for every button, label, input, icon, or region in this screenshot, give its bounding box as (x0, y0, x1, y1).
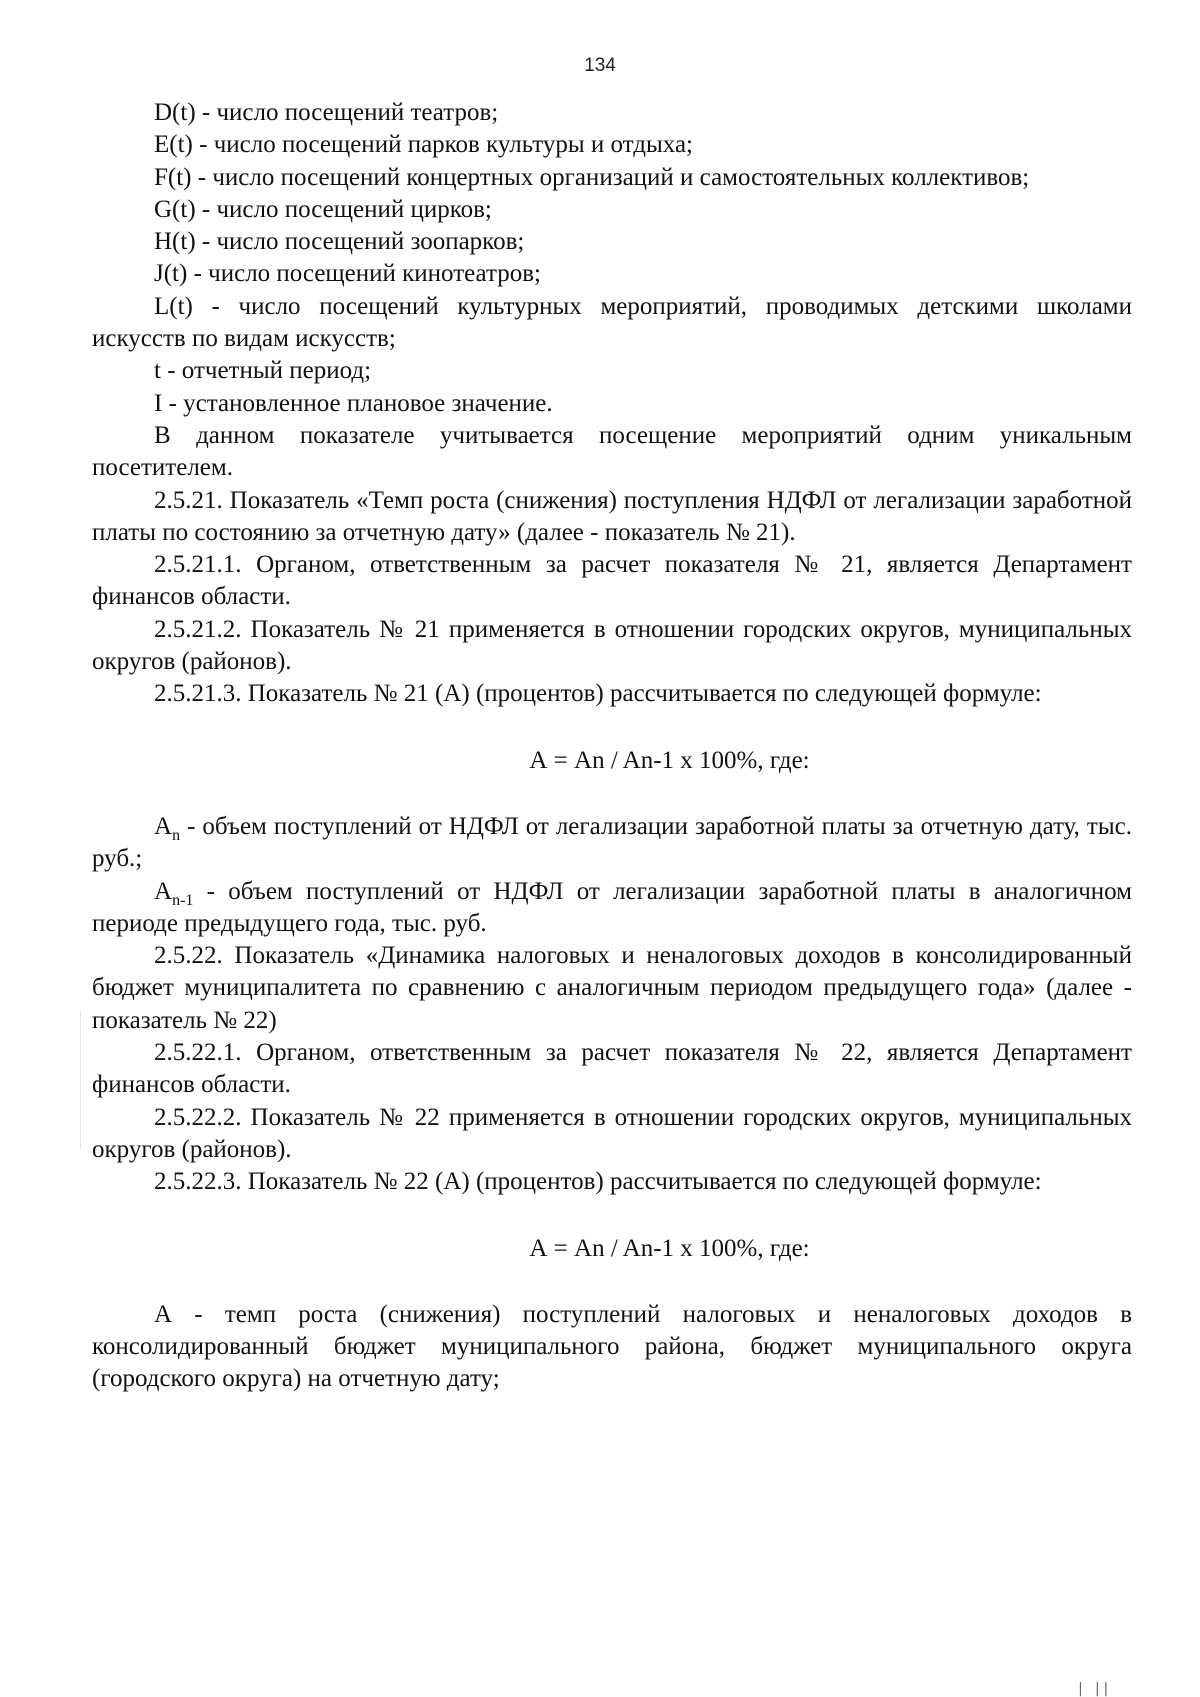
paragraph: 2.5.22.1. Органом, ответственным за расчет показателя № 22, является Департамент финансов области. (92, 1039, 1132, 1099)
paragraph: t - отчетный период; (154, 357, 372, 385)
definition-text: - объем поступлений от НДФЛ от легализации заработной платы за отчетную дату, тыс. руб.; (92, 812, 1132, 873)
paragraph: F(t) - число посещений концертных организаций и самостоятельных коллективов; (154, 163, 1030, 191)
paragraph: 2.5.21.1. Органом, ответственным за расчет показателя № 21, является Департамент финансов области. (92, 551, 1132, 611)
definition-an (92, 811, 1132, 876)
scan-marks: | || (1076, 1681, 1110, 1697)
definition-an-1 (92, 876, 1132, 941)
definition-text: - объем поступлений от НДФЛ от легализации заработной платы в аналогичном периоде предыдущего года, тыс. руб. (92, 877, 1132, 937)
section-heading-2-5-21: 2.5.21. Показатель «Темп роста (снижения) поступления НДФЛ от легализации заработной платы по состоянию за отчетную дату» (далее - показатель № 21). (92, 486, 1132, 546)
scan-edge-line (80, 1010, 81, 1150)
definition-subscript: n-1 (172, 891, 194, 909)
definition-subscript: n (172, 826, 181, 844)
paragraph: L(t) - число посещений культурных мероприятий, проводимых детскими школами искусств по видам искусств; (92, 292, 1132, 353)
paragraph: H(t) - число посещений зоопарков; (154, 228, 525, 256)
paragraph: J(t) - число посещений кинотеатров; (154, 260, 541, 288)
paragraph: I - установленное плановое значение. (154, 389, 553, 417)
definition-a: А - темп роста (снижения) поступлений налоговых и неналоговых доходов в консолидированный бюджет муниципального района, бюджет муниципального округа (городского округа) на отчетную дату; (92, 1300, 1132, 1393)
paragraph: G(t) - число посещений цирков; (154, 195, 492, 223)
paragraph: 2.5.21.3. Показатель № 21 (А) (процентов) рассчитывается по следующей формуле: (154, 680, 1042, 708)
paragraph: 2.5.22.2. Показатель № 22 применяется в отношении городских округов, муниципальных округов (районов). (92, 1103, 1132, 1163)
paragraph: D(t) - число посещений театров; (154, 99, 499, 126)
formula-indicator-22: А = An / An-1 x 100%, где: (529, 1234, 810, 1262)
paragraph: 2.5.22.3. Показатель № 22 (А) (процентов) рассчитывается по следующей формуле: (154, 1168, 1042, 1196)
section-heading-2-5-22: 2.5.22. Показатель «Динамика налоговых и неналоговых доходов в консолидированный бюджет муниципалитета по сравнению с аналогичным периодом предыдущего года» (далее - показатель № 22) (92, 942, 1132, 1034)
formula-indicator-21: А = An / An-1 x 100%, где: (529, 746, 810, 774)
paragraph: E(t) - число посещений парков культуры и отдыха; (154, 131, 693, 159)
document-body (92, 97, 1132, 1396)
paragraph: В данном показателе учитывается посещение мероприятий одним уникальным посетителем. (92, 421, 1132, 482)
definition-symbol: A (154, 877, 173, 905)
paragraph: 2.5.21.2. Показатель № 21 применяется в отношении городских округов, муниципальных округов (районов). (92, 615, 1132, 676)
page-number: 134 (584, 55, 616, 76)
definition-symbol: A (154, 812, 173, 840)
